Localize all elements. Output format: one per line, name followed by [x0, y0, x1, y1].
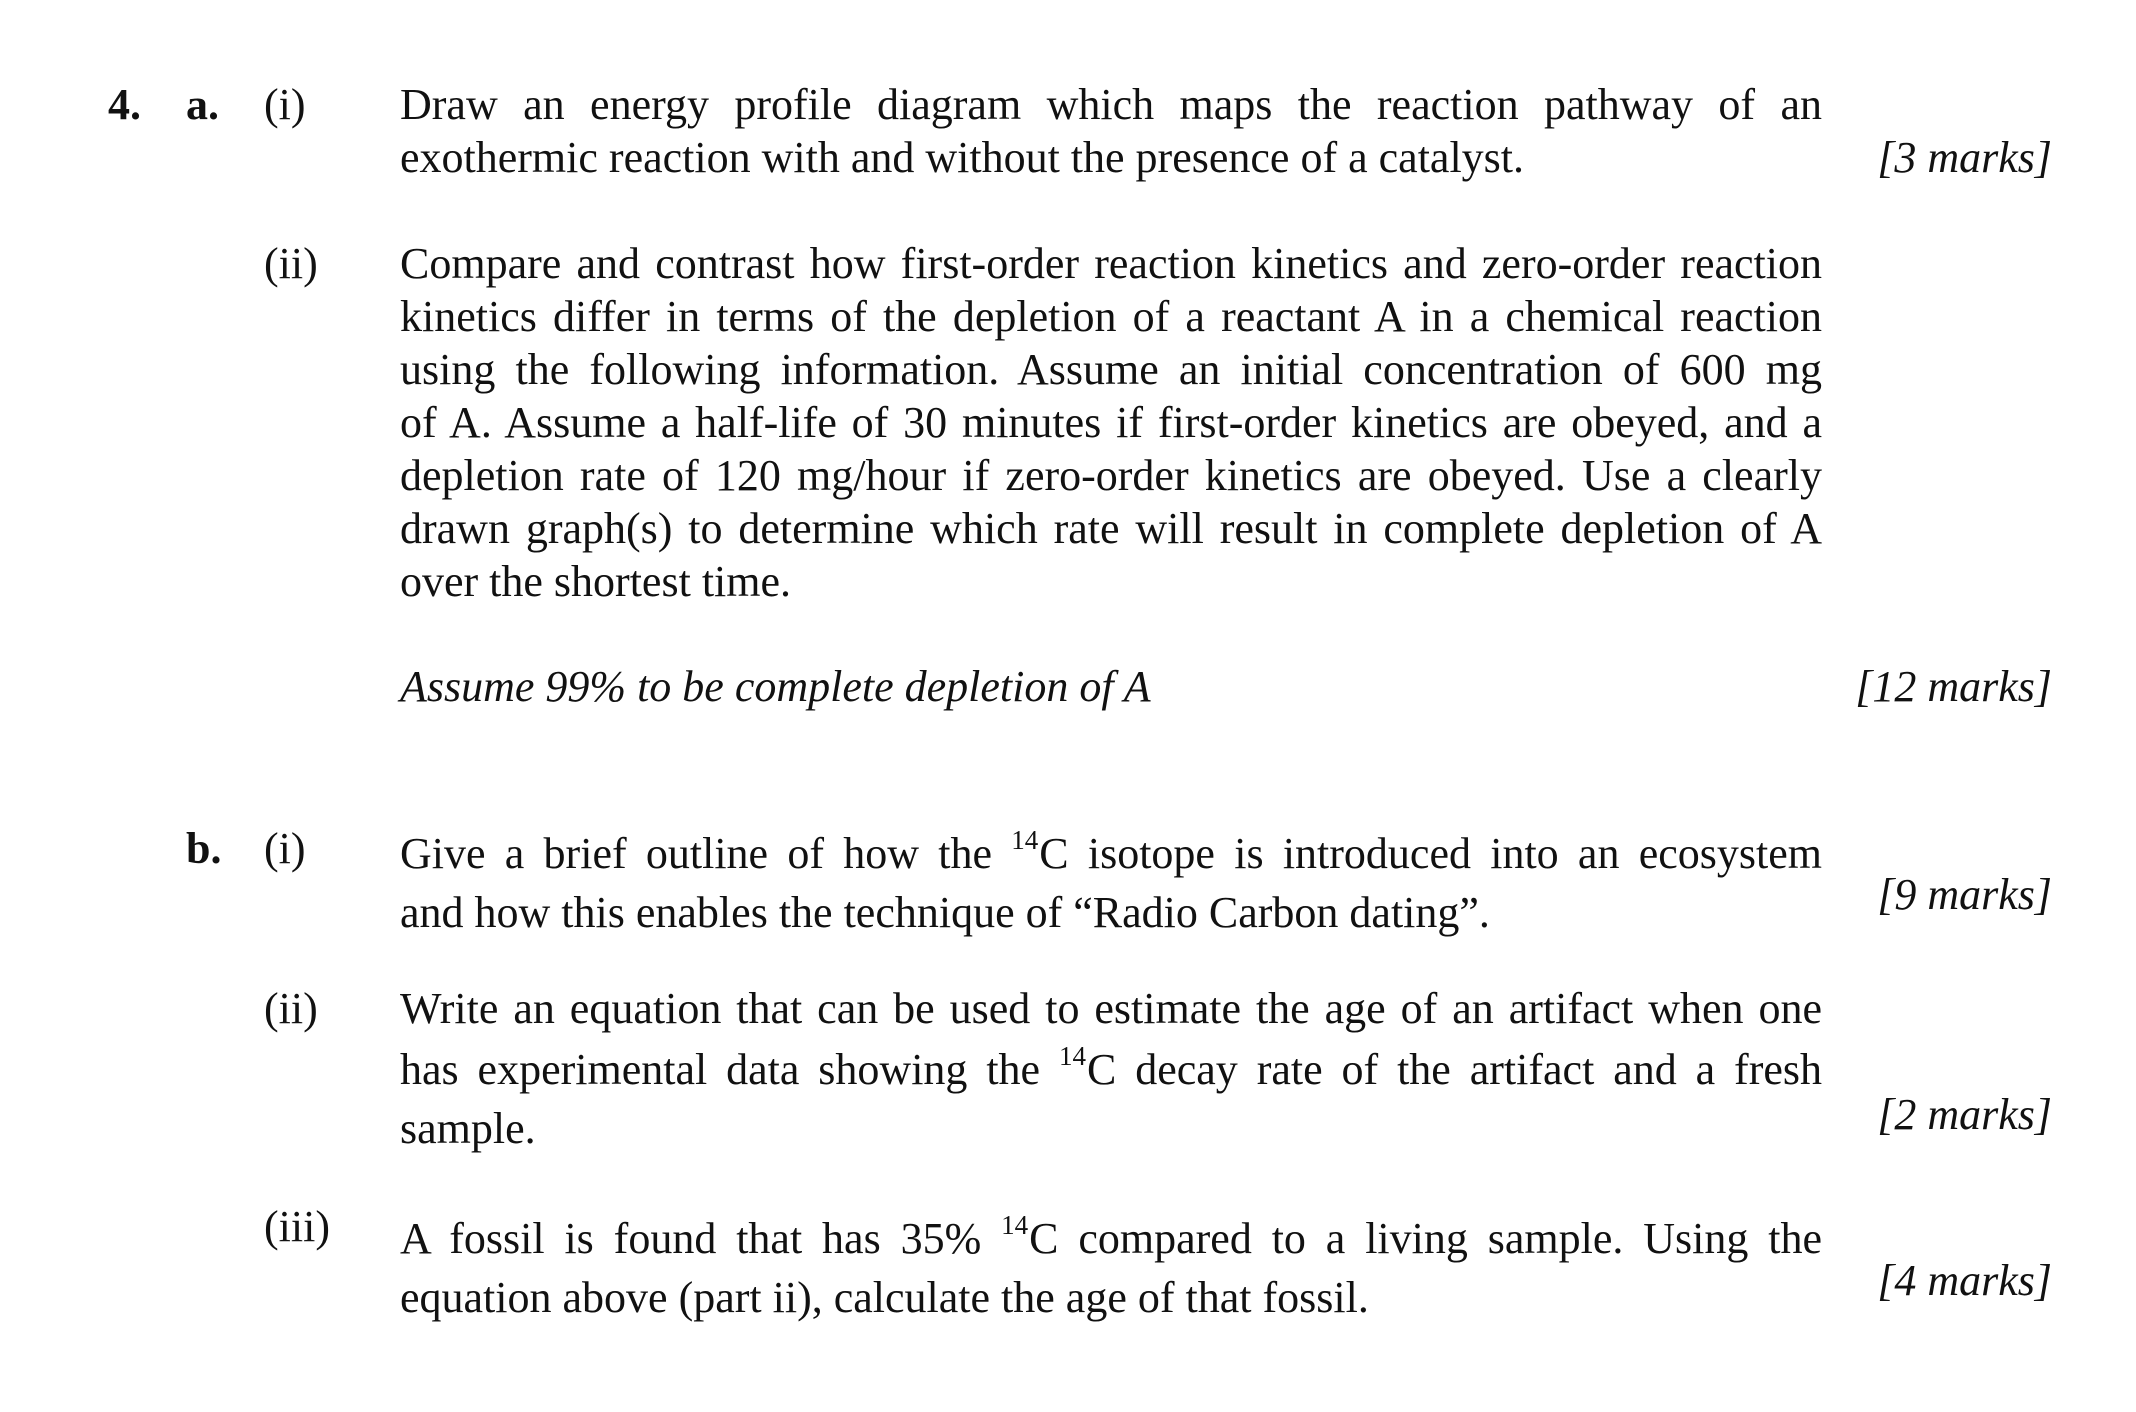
marks-b-iii: [4 marks]	[1877, 1256, 2052, 1305]
part-a-label: a.	[186, 80, 219, 129]
marks-a-i: [3 marks]	[1877, 133, 2052, 182]
text-line: Write an equation that can be used to estimate the age of an artifact when one	[400, 984, 1822, 1033]
part-a-ii-text	[400, 237, 1822, 608]
marks-a-ii: [12 marks]	[1855, 662, 2052, 711]
part-b-iii-number: (iii)	[264, 1202, 330, 1251]
question-number: 4.	[108, 80, 141, 129]
text-line: exothermic reaction with and without the presence of a catalyst.	[400, 133, 1525, 182]
text-line: Draw an energy profile diagram which maps the reaction pathway of an	[400, 80, 1822, 129]
text-line: of A. Assume a half-life of 30 minutes if first-order kinetics are obeyed, and a	[400, 398, 1822, 447]
assumption-note: Assume 99% to be complete depletion of A	[400, 662, 1151, 711]
text-line	[400, 1212, 1822, 1271]
isotope-superscript: 14	[1001, 1210, 1029, 1240]
text-segment: Give a brief outline of how the	[400, 829, 1012, 878]
marks-b-ii: [2 marks]	[1877, 1090, 2052, 1139]
text-line: Compare and contrast how first-order reaction kinetics and zero-order reaction	[400, 239, 1822, 288]
isotope-superscript: 14	[1011, 825, 1039, 855]
text-line: over the shortest time.	[400, 557, 792, 606]
part-a-ii-number: (ii)	[264, 239, 318, 288]
part-a-i-number: (i)	[264, 80, 306, 129]
text-segment: C isotope is introduced into an ecosystem	[1039, 829, 1822, 878]
text-segment: A fossil is found that has 35%	[400, 1214, 1002, 1263]
text-line	[400, 1043, 1822, 1102]
text-segment: has experimental data showing the	[400, 1045, 1059, 1094]
text-line: sample.	[400, 1104, 536, 1153]
part-b-i-number: (i)	[264, 824, 306, 873]
text-line: using the following information. Assume an initial concentration of 600 mg	[400, 345, 1822, 394]
part-b-iii-text	[400, 1212, 1822, 1324]
part-b-label: b.	[186, 824, 222, 873]
part-a-i-text	[400, 78, 1822, 184]
text-line: drawn graph(s) to determine which rate will result in complete depletion of A	[400, 504, 1822, 553]
part-b-i-text	[400, 827, 1822, 939]
part-b-ii-text	[400, 982, 1822, 1155]
text-segment: C decay rate of the artifact and a fresh	[1086, 1045, 1823, 1094]
text-line: equation above (part ii), calculate the age of that fossil.	[400, 1273, 1369, 1322]
isotope-superscript: 14	[1058, 1041, 1086, 1071]
text-line	[400, 827, 1822, 886]
part-b-ii-number: (ii)	[264, 984, 318, 1033]
text-segment: C compared to a living sample. Using the	[1029, 1214, 1823, 1263]
text-line: and how this enables the technique of “Radio Carbon dating”.	[400, 888, 1490, 937]
marks-b-i: [9 marks]	[1877, 870, 2052, 919]
text-line: depletion rate of 120 mg/hour if zero-order kinetics are obeyed. Use a clearly	[400, 451, 1822, 500]
text-line: kinetics differ in terms of the depletion of a reactant A in a chemical reaction	[400, 292, 1822, 341]
